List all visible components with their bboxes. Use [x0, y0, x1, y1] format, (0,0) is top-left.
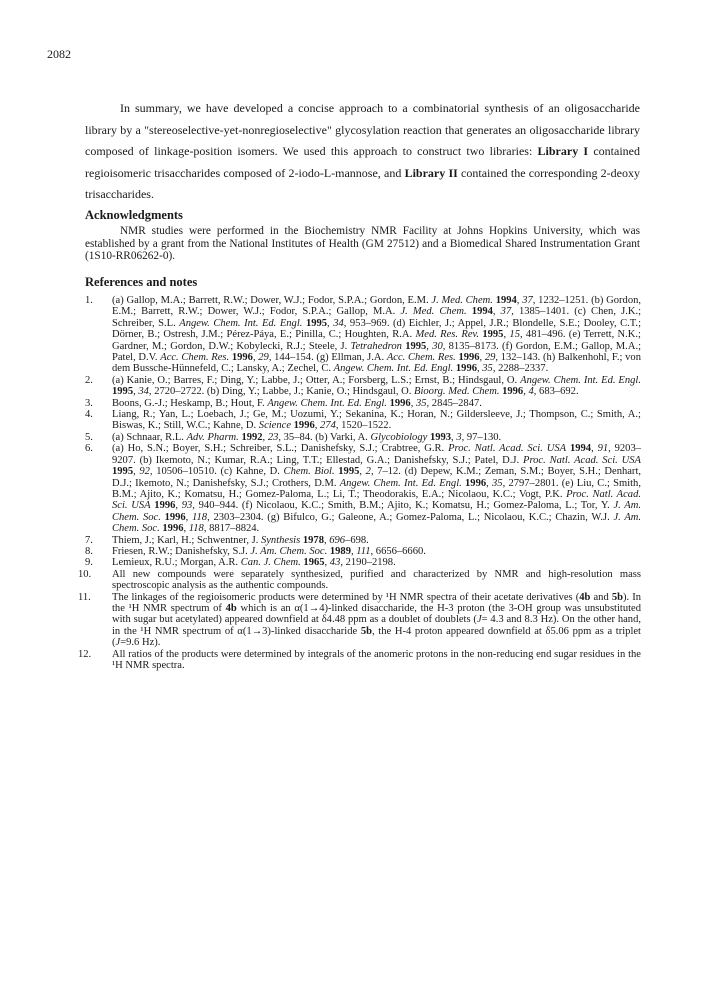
page-number: 2082 [47, 47, 71, 61]
reference-item [85, 546, 641, 557]
reference-text: Boons, G.-J.; Heskamp, B.; Hout, F. Angew. Chem. Int. Ed. Engl. 1996, 35, 2845–2847. [112, 397, 482, 409]
reference-number: 7. [85, 534, 93, 546]
references-heading: References and notes [85, 275, 198, 289]
reference-item [85, 535, 641, 546]
reference-number: 1. [85, 295, 93, 306]
reference-text: (a) Kanie, O.; Barres, F.; Ding, Y.; Labbe, J.; Otter, A.; Forsberg, L.S.; Ernst, B.; Hindsgaul, O. Angew. Chem. Int. Ed. Engl. 1995, 34, 2720–2722. (b) Ding, Y.; Labbe, J.; Kanie, O.; Hindsgaul, O. Bioorg. Med. Chem. 1996, 4, 683–692. [112, 374, 641, 398]
reference-number: 2. [85, 374, 93, 386]
reference-number: 3. [85, 397, 93, 409]
reference-number: 10. [78, 568, 92, 580]
reference-text: Lemieux, R.U.; Morgan, A.R. Can. J. Chem. 1965, 43, 2190–2198. [112, 557, 396, 569]
reference-text: (a) Gallop, M.A.; Barrett, R.W.; Dower, W.J.; Fodor, S.P.A.; Gordon, E.M. J. Med. Chem. 1994, 37, 1232–1251. (b) Gordon, E.M.; Barrett, R.W.; Dower, W.J.; Fodor, S.P.A.; Gallop, M.A. J. Med. Chem. 1994, 37, 1385–1401. (c) Chen, J.K.; Schreiber, S.L. Angew. Chem. Int. Ed. Engl. 1995, 34, 953–969. (d) Eichler, J.; Appel, J.R.; Blondelle, S.E.; Dooley, C.T.; Dörner, B.; Ostresh, J.M.; Pérez-Páya, E.; Pinilla, C.; Houghten, R.A. Med. Res. Rev. 1995, 15, 481–496. (e) Terrett, N.K.; Gardner, M.; Gordon, D.W.; Kobylecki, R.J.; Steele, J. Tetrahedron 1995, 30, 8135–8173. (f) Gordon, E.M.; Gallop, M.A.; Patel, D.V. Acc. Chem. Res. 1996, 29, 144–154. (g) Ellman, J.A. Acc. Chem. Res. 1996, 29, 132–143. (h) Balkenhohl, F.; von dem Bussche-Hünnefeld, C.; Lansky, A.; Zechel, C. Angew. Chem. Int. Ed. Engl. 1996, 35, 2288–2337. [112, 295, 642, 375]
reference-number: 6. [85, 443, 93, 455]
reference-item [85, 443, 641, 534]
reference-number: 12. [78, 648, 92, 660]
reference-number: 11. [78, 591, 91, 603]
reference-number: 9. [85, 557, 93, 569]
reference-text: (a) Ho, S.N.; Boyer, S.H.; Schreiber, S.L.; Danishefsky, S.J.; Crabtree, G.R. Proc. Natl. Acad. Sci. USA 1994, 91, 9203–9207. (b) Ikemoto, N.; Kumar, R.A.; Ling, T.T.; Ellestad, G.A.; Danishefsky, S.J.; Patel, D.J. Proc. Natl. Acad. Sci. USA 1995, 92, 10506–10510. (c) Kahne, D. Chem. Biol. 1995, 2, 7–12. (d) Depew, K.M.; Zeman, S.M.; Boyer, S.H.; Denhart, D.J.; Ikemoto, N.; Danishefsky, S.J.; Crothers, D.M. Angew. Chem. Int. Ed. Engl. 1996, 35, 2797–2801. (e) Liu, C.; Smith, B.M.; Ajito, K.; Komatsu, H.; Gomez-Paloma, L.; Li, T.; Theodorakis, E.A.; Nicolaou, K.C.; Vogt, P.K. Proc. Natl. Acad. Sci. USA 1996, 93, 940–944. (f) Nicolaou, K.C.; Smith, B.M.; Ajito, K.; Komatsu, H.; Gomez-Paloma, L.; Tor, Y. J. Am. Chem. Soc. 1996, 118, 2303–2304. (g) Bifulco, G.; Galeone, A.; Gomez-Paloma, L.; Nicolaou, K.C.; Chazin, W.J. J. Am. Chem. Soc. 1996, 118, 8817–8824. [112, 443, 642, 535]
reference-number: 4. [85, 409, 93, 421]
acknowledgments-heading: Acknowledgments [85, 208, 183, 222]
reference-text: Liang, R.; Yan, L.; Loebach, J.; Ge, M.; Uozumi, Y.; Sekanina, K.; Horan, N.; Gildersleeve, J.; Thompson, C.; Smith, A.; Biswas, K.; Still, W.C.; Kahne, D. Science 1996, 274, 1520–1522. [112, 409, 641, 432]
reference-text: Thiem, J.; Karl, H.; Schwentner, J. Synthesis 1978, 696–698. [112, 534, 369, 546]
acknowledgments-section [85, 225, 640, 263]
reference-item [85, 398, 641, 409]
reference-item [85, 409, 641, 432]
reference-item [85, 557, 641, 568]
summary-section [85, 98, 640, 206]
summary-paragraph: In summary, we have developed a concise approach to a combinatorial synthesis of an oligosaccharide library by a "stereoselective-yet-nonregioselective" glycosylation reaction that generates an oligosaccharide library composed of linkage-position isomers. We used this approach to construct two libraries: Library I contained regioisomeric trisaccharides composed of 2-iodo-L-mannose, and Library II contained the corresponding 2-deoxy trisaccharides. [85, 101, 640, 202]
references-list [78, 295, 642, 671]
reference-text: The linkages of the regioisomeric products were determined by ¹H NMR spectra of their acetate derivatives (4b and 5b). In the ¹H NMR spectrum of 4b which is an α(1→4)-linked disaccharide, the H-3 proton (the 3-OH group was unsubstituted with sugar but acetylated) appeared downfield at δ4.48 ppm as a doublet of doublets (J= 4.3 and 8.3 Hz). On the other hand, in the ¹H NMR spectrum of α(1→3)-linked disaccharide 5b, the H-4 proton appeared downfield at δ5.06 ppm as a triplet (J=9.6 Hz). [112, 591, 641, 649]
reference-item [78, 568, 641, 592]
reference-item [85, 432, 641, 443]
reference-text: All ratios of the products were determined by integrals of the anomeric protons in the non-reducing end sugar residues in the ¹H NMR spectra. [112, 648, 641, 671]
reference-item [85, 375, 641, 398]
reference-item [78, 591, 641, 649]
reference-text: All new compounds were separately synthesized, purified and characterized by NMR and high-resolution mass spectroscopic analysis as the authentic compounds. [112, 568, 641, 592]
acknowledgments-paragraph: NMR studies were performed in the Biochemistry NMR Facility at Johns Hopkins University, which was established by a grant from the National Institutes of Health (GM 27512) and a Biomedical Shared Instrumentation Grant (1S10-RR06262-0). [85, 225, 640, 262]
reference-text: (a) Schnaar, R.L. Adv. Pharm. 1992, 23, 35–84. (b) Varki, A. Glycobiology 1993, 3, 97–130. [112, 431, 502, 443]
reference-number: 8. [85, 545, 93, 557]
reference-item [78, 648, 641, 672]
reference-item [85, 295, 641, 375]
reference-number: 5. [85, 431, 93, 443]
reference-text: Friesen, R.W.; Danishefsky, S.J. J. Am. Chem. Soc. 1989, 111, 6656–6660. [112, 545, 426, 557]
